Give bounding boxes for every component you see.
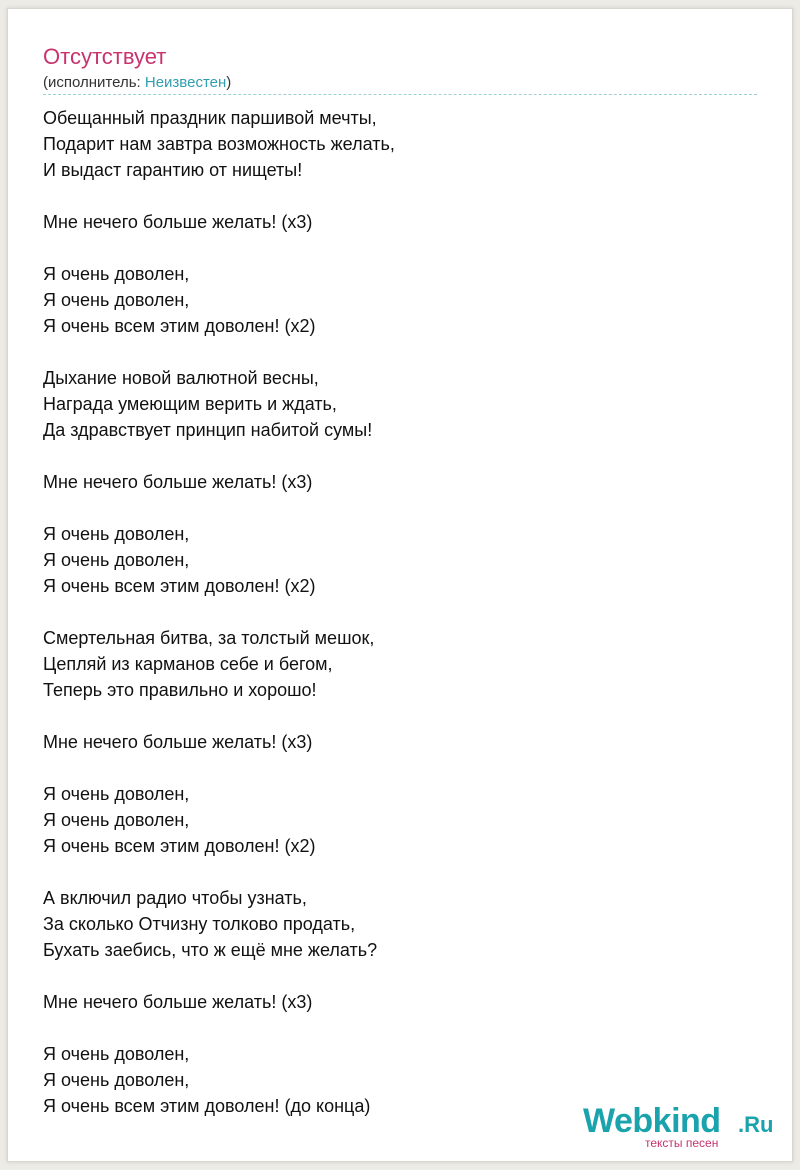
lyric-line: Мне нечего больше желать! (x3) <box>43 732 313 752</box>
lyric-line: Награда умеющим верить и ждать, <box>43 394 337 414</box>
lyric-line: За сколько Отчизну толково продать, <box>43 914 356 934</box>
lyric-line: Я очень доволен, <box>43 290 190 310</box>
lyric-line: Я очень всем этим доволен! (x2) <box>43 836 316 856</box>
lyric-line: И выдаст гарантию от нищеты! <box>43 160 303 180</box>
lyric-line: А включил радио чтобы узнать, <box>43 888 307 908</box>
lyric-blank-line <box>43 495 757 521</box>
site-logo[interactable] <box>583 1103 783 1151</box>
lyric-line: Теперь это правильно и хорошо! <box>43 680 317 700</box>
lyric-line: Мне нечего больше желать! (x3) <box>43 472 313 492</box>
logo-domain: .Ru <box>738 1112 774 1137</box>
lyric-line: Я очень всем этим доволен! (x2) <box>43 576 316 596</box>
lyric-line: Цепляй из карманов себе и бегом, <box>43 654 333 674</box>
artist-prefix: (исполнитель: <box>43 74 145 91</box>
lyric-line: Дыхание новой валютной весны, <box>43 368 319 388</box>
lyrics-page <box>7 8 793 1162</box>
artist-link[interactable]: Неизвестен <box>144 74 227 91</box>
lyric-line: Я очень доволен, <box>43 264 190 284</box>
lyric-blank-line <box>43 963 757 989</box>
lyric-blank-line <box>43 703 757 729</box>
lyric-blank-line <box>43 859 757 885</box>
lyric-line: Я очень всем этим доволен! (x2) <box>43 316 316 336</box>
header-divider <box>43 94 757 95</box>
lyric-blank-line <box>43 599 757 625</box>
lyric-line: Я очень доволен, <box>43 784 190 804</box>
lyric-line: Смертельная битва, за толстый мешок, <box>43 628 375 648</box>
lyrics-body <box>43 105 757 1119</box>
song-title: Отсутствует <box>43 44 167 69</box>
lyric-blank-line <box>43 339 757 365</box>
artist-line <box>43 73 231 93</box>
lyric-blank-line <box>43 755 757 781</box>
lyric-line: Я очень доволен, <box>43 1044 190 1064</box>
lyric-line: Бухать заебись, что ж ещё мне желать? <box>43 940 378 960</box>
lyric-blank-line <box>43 235 757 261</box>
lyric-blank-line <box>43 1015 757 1041</box>
lyric-line: Мне нечего больше желать! (x3) <box>43 992 313 1012</box>
logo-wordmark: Webkind <box>583 1102 721 1140</box>
lyric-line: Мне нечего больше желать! (x3) <box>43 212 313 232</box>
lyric-blank-line <box>43 183 757 209</box>
lyric-line: Я очень доволен, <box>43 524 190 544</box>
lyric-line: Я очень всем этим доволен! (до конца) <box>43 1096 371 1116</box>
lyric-line: Я очень доволен, <box>43 550 190 570</box>
lyric-blank-line <box>43 443 757 469</box>
lyric-line: Я очень доволен, <box>43 810 190 830</box>
lyric-line: Обещанный праздник паршивой мечты, <box>43 108 377 128</box>
artist-suffix: ) <box>226 74 232 91</box>
logo-tagline: тексты песен <box>645 1136 719 1150</box>
lyric-line: Подарит нам завтра возможность желать, <box>43 134 395 154</box>
lyric-line: Да здравствует принцип набитой сумы! <box>43 420 373 440</box>
lyric-line: Я очень доволен, <box>43 1070 190 1090</box>
